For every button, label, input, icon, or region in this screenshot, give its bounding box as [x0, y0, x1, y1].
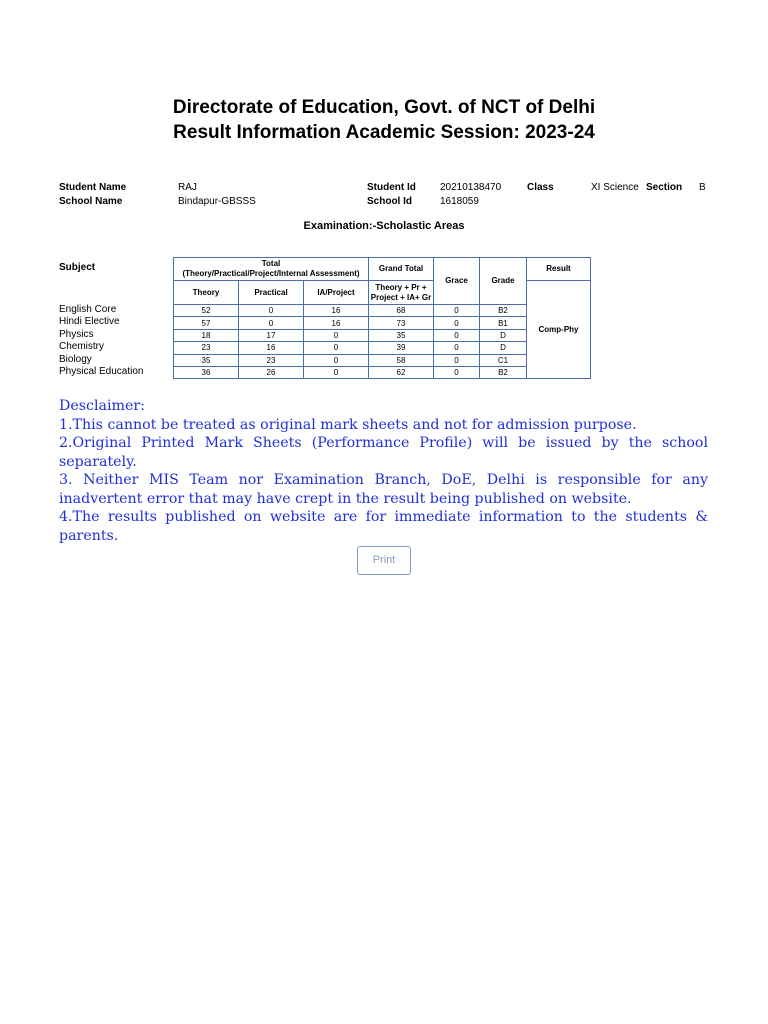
theory-cell: 35 — [174, 354, 239, 366]
grace-cell: 0 — [434, 366, 480, 378]
theory-header: Theory — [174, 281, 239, 305]
school-id-value: 1618059 — [440, 196, 479, 207]
section-label: Section — [646, 182, 683, 193]
section-value: B — [699, 182, 706, 193]
school-name-value: Bindapur-GBSSS — [178, 196, 256, 207]
result-value: Comp-Phy — [527, 281, 591, 379]
grade-header: Grade — [480, 258, 527, 305]
ia-cell: 0 — [304, 329, 369, 341]
grade-cell: B2 — [480, 305, 527, 317]
total-cell: 39 — [369, 342, 434, 354]
practical-cell: 0 — [239, 305, 304, 317]
grade-cell: D — [480, 329, 527, 341]
title-line-2: Result Information Academic Session: 2023-24 — [173, 122, 595, 143]
page-title — [0, 95, 768, 145]
disclaimer-title: Desclaimer: — [59, 398, 145, 414]
class-label: Class — [527, 182, 554, 193]
total-header-line-1: Total — [261, 259, 281, 268]
disclaimer-item: 3. Neither MIS Team nor Examination Branch, DoE, Delhi is responsible for any inadvertent error that may have crept in the result being published on website. — [59, 472, 708, 507]
ia-project-header: IA/Project — [304, 281, 369, 305]
total-cell: 68 — [369, 305, 434, 317]
school-name-label: School Name — [59, 196, 123, 207]
student-name-value: RAJ — [178, 182, 197, 193]
grace-cell: 0 — [434, 329, 480, 341]
marks-table — [173, 257, 591, 379]
total-cell: 73 — [369, 317, 434, 329]
ia-cell: 0 — [304, 342, 369, 354]
grand-total-subheader — [369, 281, 434, 305]
disclaimer-item: 2.Original Printed Mark Sheets (Performance Profile) will be issued by the school separately. — [59, 435, 708, 470]
gt-sub-line-1: Theory + Pr + — [375, 282, 427, 292]
total-cell: 62 — [369, 366, 434, 378]
subject-name: Chemistry — [59, 341, 105, 353]
title-line-1: Directorate of Education, Govt. of NCT of Delhi — [172, 97, 596, 118]
print-button[interactable]: Print — [357, 546, 411, 575]
practical-cell: 16 — [239, 342, 304, 354]
subject-name: English Core — [59, 304, 117, 315]
subject-name: Hindi Elective — [59, 316, 120, 328]
subject-name: Physical Education — [59, 365, 144, 377]
practical-cell: 17 — [239, 329, 304, 341]
grade-cell: C1 — [480, 354, 527, 366]
theory-cell: 18 — [174, 329, 239, 341]
school-id-label: School Id — [367, 196, 412, 207]
disclaimer-item: 4.The results published on website are for immediate information to the students & parents. — [59, 509, 708, 544]
total-header-line-2: (Theory/Practical/Project/Internal Assessment) — [182, 269, 360, 278]
practical-cell: 0 — [239, 317, 304, 329]
grace-header: Grace — [434, 258, 480, 305]
student-id-value: 20210138470 — [440, 182, 502, 193]
grand-total-header: Grand Total — [369, 258, 434, 281]
grace-cell: 0 — [434, 317, 480, 329]
class-value: XI Science — [591, 182, 639, 193]
ia-cell: 16 — [304, 317, 369, 329]
student-name-label: Student Name — [59, 182, 127, 193]
subject-name: Physics — [59, 328, 94, 340]
result-header: Result — [527, 258, 591, 281]
theory-cell: 52 — [174, 305, 239, 317]
grace-cell: 0 — [434, 342, 480, 354]
student-id-label: Student Id — [367, 182, 416, 193]
subject-list — [59, 304, 144, 378]
practical-header: Practical — [239, 281, 304, 305]
total-header — [174, 258, 369, 281]
ia-cell: 16 — [304, 305, 369, 317]
disclaimer — [59, 397, 708, 545]
disclaimer-item: 1.This cannot be treated as original mark sheets and not for admission purpose. — [59, 416, 637, 433]
ia-cell: 0 — [304, 354, 369, 366]
theory-cell: 36 — [174, 366, 239, 378]
practical-cell: 23 — [239, 354, 304, 366]
subject-name: Biology — [59, 353, 92, 365]
grade-cell: B2 — [480, 366, 527, 378]
theory-cell: 23 — [174, 342, 239, 354]
total-cell: 58 — [369, 354, 434, 366]
subject-header: Subject — [59, 262, 96, 273]
gt-sub-line-2: Project + IA+ Gr — [370, 292, 432, 302]
ia-cell: 0 — [304, 366, 369, 378]
grade-cell: D — [480, 342, 527, 354]
grace-cell: 0 — [434, 354, 480, 366]
grace-cell: 0 — [434, 305, 480, 317]
total-cell: 35 — [369, 329, 434, 341]
exam-heading: Examination:-Scholastic Areas — [303, 220, 465, 232]
grade-cell: B1 — [480, 317, 527, 329]
practical-cell: 26 — [239, 366, 304, 378]
theory-cell: 57 — [174, 317, 239, 329]
